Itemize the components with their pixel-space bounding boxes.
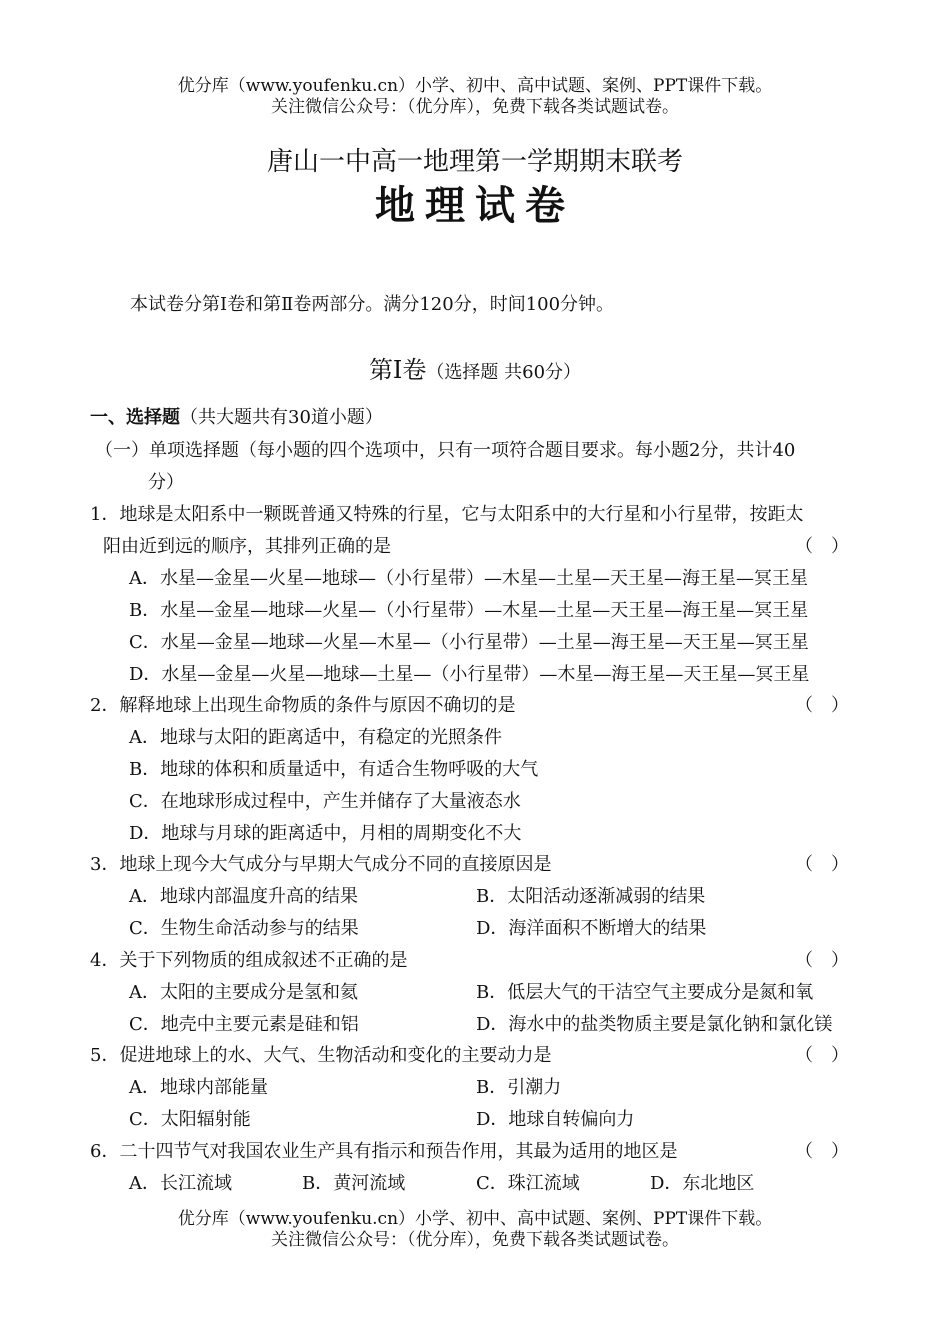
q2-option-c: C．在地球形成过程中，产生并储存了大量液态水 (129, 791, 521, 812)
subsection-instruction: （一）单项选择题（每小题的四个选项中，只有一项符合题目要求。每小题2分，共计40 (95, 440, 796, 461)
answer-blank-q3[interactable]: （ ） (795, 854, 849, 875)
q5-option-c: C．太阳辐射能 (129, 1109, 251, 1130)
q2-option-a: A．地球与太阳的距离适中，有稳定的光照条件 (129, 727, 502, 748)
q3-option-a: A．地球内部温度升高的结果 (129, 886, 358, 907)
q6-option-a: A．长江流域 (129, 1173, 232, 1194)
q4-option-c: C．地壳中主要元素是硅和铝 (129, 1014, 359, 1035)
exam-intro: 本试卷分第Ⅰ卷和第Ⅱ卷两部分。满分120分，时间100分钟。 (130, 294, 615, 315)
q2-option-b: B．地球的体积和质量适中，有适合生物呼吸的大气 (129, 759, 539, 780)
part-note: （选择题 共60分） (426, 362, 582, 383)
question-6-stem: 6．二十四节气对我国农业生产具有指示和预告作用，其最为适用的地区是 (90, 1141, 678, 1162)
answer-blank-q4[interactable]: （ ） (795, 950, 849, 971)
section-title: 一、选择题 (90, 407, 180, 428)
answer-blank-q2[interactable]: （ ） (795, 695, 849, 716)
q5-option-b: B．引潮力 (476, 1077, 562, 1098)
q4-option-d: D．海水中的盐类物质主要是氯化钠和氯化镁 (476, 1014, 833, 1035)
top-banner (0, 76, 950, 118)
q1-option-c: C．水星—金星—地球—火星—木星—（小行星带）—土星—海王星—天王星—冥王星 (129, 632, 809, 653)
q4-option-b: B．低层大气的干洁空气主要成分是氮和氧 (476, 982, 814, 1003)
section-note: （共大题共有30道小题） (180, 407, 383, 428)
answer-blank-q6[interactable]: （ ） (795, 1141, 849, 1162)
part-heading (0, 350, 950, 385)
question-1-stem-cont: 阳由近到远的顺序，其排列正确的是 (103, 536, 391, 557)
q2-option-d: D．地球与月球的距离适中，月相的周期变化不大 (129, 823, 522, 844)
answer-blank-q5[interactable]: （ ） (795, 1045, 849, 1066)
question-3-stem: 3．地球上现今大气成分与早期大气成分不同的直接原因是 (90, 854, 552, 875)
question-1-stem: 1．地球是太阳系中一颗既普通又特殊的行星，它与太阳系中的大行星和小行星带，按距太 (90, 504, 804, 525)
q6-option-c: C．珠江流域 (476, 1173, 580, 1194)
question-4-stem: 4．关于下列物质的组成叙述不正确的是 (90, 950, 408, 971)
q1-option-d: D．水星—金星—火星—地球—土星—（小行星带）—木星—海王星—天王星—冥王星 (129, 664, 810, 685)
banner-line-1: 优分库（www.youfenku.cn）小学、初中、高中试题、案例、PPT课件下载。 (177, 76, 773, 96)
exam-title: 地理试卷 (375, 182, 575, 229)
section-heading (90, 406, 383, 430)
q6-option-b: B．黄河流域 (302, 1173, 406, 1194)
exam-subtitle: 唐山一中高一地理第一学期期末联考 (266, 147, 683, 177)
part-label: 第Ⅰ卷 (368, 356, 427, 384)
banner-line-1: 优分库（www.youfenku.cn）小学、初中、高中试题、案例、PPT课件下载。 (177, 1209, 773, 1229)
q5-option-a: A．地球内部能量 (129, 1077, 268, 1098)
subsection-instruction-cont: 分） (148, 472, 184, 493)
q1-option-b: B．水星—金星—地球—火星—（小行星带）—木星—土星—天王星—海王星—冥王星 (129, 600, 809, 621)
q4-option-a: A．太阳的主要成分是氢和氦 (129, 982, 358, 1003)
banner-line-2: 关注微信公众号：（优分库），免费下载各类试题试卷。 (271, 1230, 679, 1250)
q1-option-a: A．水星—金星—火星—地球—（小行星带）—木星—土星—天王星—海王星—冥王星 (129, 568, 808, 589)
q6-option-d: D．东北地区 (650, 1173, 755, 1194)
bottom-banner (0, 1209, 950, 1251)
q3-option-b: B．太阳活动逐渐减弱的结果 (476, 886, 706, 907)
q3-option-c: C．生物生命活动参与的结果 (129, 918, 359, 939)
question-2-stem: 2．解释地球上出现生命物质的条件与原因不确切的是 (90, 695, 516, 716)
q3-option-d: D．海洋面积不断增大的结果 (476, 918, 707, 939)
banner-line-2: 关注微信公众号：（优分库），免费下载各类试题试卷。 (271, 97, 679, 117)
q5-option-d: D．地球自转偏向力 (476, 1109, 635, 1130)
question-5-stem: 5．促进地球上的水、大气、生物活动和变化的主要动力是 (90, 1045, 552, 1066)
answer-blank-q1[interactable]: （ ） (795, 536, 849, 557)
